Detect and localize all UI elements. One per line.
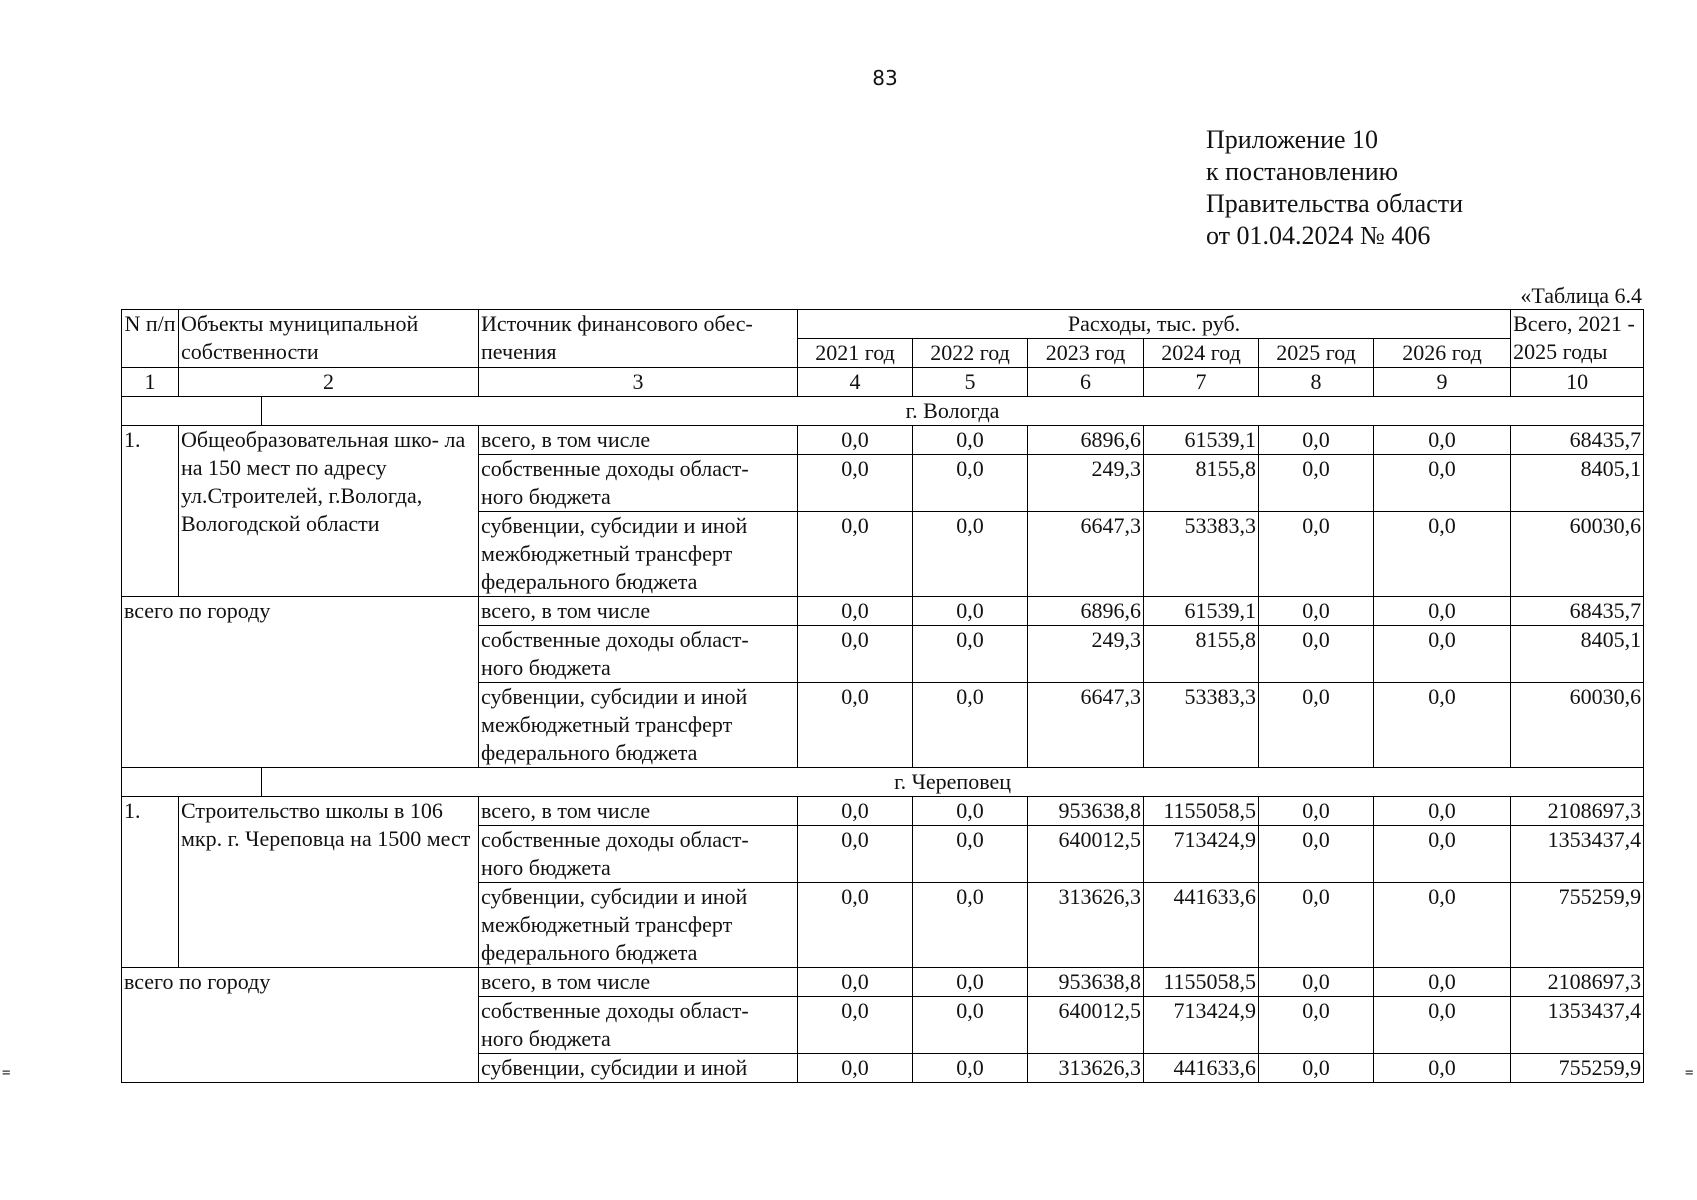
total-value: 755259,9 <box>1511 883 1644 968</box>
funding-source: собственные доходы област- ного бюджета <box>479 826 798 883</box>
year-value: 6896,6 <box>1028 597 1144 626</box>
year-value: 0,0 <box>1374 597 1511 626</box>
year-value: 953638,8 <box>1028 968 1144 997</box>
year-value: 6896,6 <box>1028 426 1144 455</box>
object-number: 1. <box>122 797 179 968</box>
year-value: 0,0 <box>1259 968 1374 997</box>
total-value: 60030,6 <box>1511 512 1644 597</box>
approval-block <box>1206 124 1463 252</box>
year-value: 0,0 <box>1259 997 1374 1054</box>
city-total-label: всего по городу <box>122 597 479 768</box>
year-value: 0,0 <box>1374 1054 1511 1083</box>
year-value: 0,0 <box>1374 683 1511 768</box>
header-expenses: Расходы, тыс. руб. <box>798 310 1511 339</box>
year-value: 0,0 <box>1374 968 1511 997</box>
year-value: 0,0 <box>1374 826 1511 883</box>
city-total-row <box>122 968 1644 997</box>
year-value: 640012,5 <box>1028 997 1144 1054</box>
year-value: 0,0 <box>798 426 913 455</box>
year-value: 313626,3 <box>1028 1054 1144 1083</box>
header-year: 2021 год <box>798 339 913 368</box>
year-value: 0,0 <box>913 968 1028 997</box>
year-value: 0,0 <box>913 512 1028 597</box>
funding-source: собственные доходы област- ного бюджета <box>479 455 798 512</box>
year-value: 6647,3 <box>1028 512 1144 597</box>
funding-source: субвенции, субсидии и иной межбюджетный трансферт федерального бюджета <box>479 512 798 597</box>
year-value: 0,0 <box>1259 597 1374 626</box>
year-value: 0,0 <box>913 797 1028 826</box>
year-value: 0,0 <box>913 455 1028 512</box>
year-value: 0,0 <box>1259 1054 1374 1083</box>
year-value: 8155,8 <box>1144 626 1259 683</box>
year-value: 0,0 <box>913 883 1028 968</box>
financing-table <box>121 309 1644 1083</box>
header-num: N п/п <box>122 310 179 368</box>
city-row <box>122 768 1644 797</box>
total-value: 1353437,4 <box>1511 997 1644 1054</box>
year-value: 0,0 <box>913 997 1028 1054</box>
year-value: 0,0 <box>913 626 1028 683</box>
year-value: 61539,1 <box>1144 426 1259 455</box>
total-value: 60030,6 <box>1511 683 1644 768</box>
year-value: 0,0 <box>798 626 913 683</box>
total-value: 68435,7 <box>1511 597 1644 626</box>
column-number: 2 <box>179 368 479 397</box>
header-year: 2025 год <box>1259 339 1374 368</box>
year-value: 53383,3 <box>1144 683 1259 768</box>
approval-line: от 01.04.2024 № 406 <box>1206 221 1431 250</box>
page-number: 83 <box>872 66 898 90</box>
year-value: 441633,6 <box>1144 883 1259 968</box>
column-number: 4 <box>798 368 913 397</box>
column-number: 1 <box>122 368 179 397</box>
header-year: 2023 год <box>1028 339 1144 368</box>
header-year: 2022 год <box>913 339 1028 368</box>
city-spacer <box>122 397 262 426</box>
year-value: 1155058,5 <box>1144 968 1259 997</box>
year-value: 0,0 <box>913 426 1028 455</box>
year-value: 0,0 <box>1374 883 1511 968</box>
header-objects: Объекты муниципальной собственности <box>179 310 479 368</box>
year-value: 6647,3 <box>1028 683 1144 768</box>
scan-edge-mark: = <box>1685 1065 1694 1081</box>
funding-source: субвенции, субсидии и иной <box>479 1054 798 1083</box>
total-value: 8405,1 <box>1511 626 1644 683</box>
funding-source: всего, в том числе <box>479 597 798 626</box>
city-spacer <box>122 768 262 797</box>
table-body <box>122 310 1644 1083</box>
object-number: 1. <box>122 426 179 597</box>
year-value: 0,0 <box>1374 455 1511 512</box>
funding-source: субвенции, субсидии и иной межбюджетный трансферт федерального бюджета <box>479 883 798 968</box>
funding-source: субвенции, субсидии и иной межбюджетный трансферт федерального бюджета <box>479 683 798 768</box>
approval-line: к постановлению <box>1206 157 1399 186</box>
column-number: 9 <box>1374 368 1511 397</box>
header-row <box>122 310 1644 339</box>
year-value: 249,3 <box>1028 455 1144 512</box>
year-value: 0,0 <box>798 455 913 512</box>
header-total: Всего, 2021 - 2025 годы <box>1511 310 1644 368</box>
year-value: 713424,9 <box>1144 997 1259 1054</box>
object-name: Общеобразовательная шко- ла на 150 мест по адресу ул.Строителей, г.Вологда, Вологодской области <box>179 426 479 597</box>
year-value: 0,0 <box>1259 455 1374 512</box>
funding-source: всего, в том числе <box>479 426 798 455</box>
funding-source: собственные доходы област- ного бюджета <box>479 626 798 683</box>
table-caption: «Таблица 6.4 <box>1520 283 1642 308</box>
year-value: 0,0 <box>1374 426 1511 455</box>
year-value: 0,0 <box>1374 512 1511 597</box>
city-total-label: всего по городу <box>122 968 479 1083</box>
total-value: 68435,7 <box>1511 426 1644 455</box>
column-number: 10 <box>1511 368 1644 397</box>
approval-line: Правительства области <box>1206 189 1464 218</box>
total-value: 1353437,4 <box>1511 826 1644 883</box>
year-value: 0,0 <box>913 597 1028 626</box>
funding-source: всего, в том числе <box>479 968 798 997</box>
year-value: 0,0 <box>798 797 913 826</box>
year-value: 0,0 <box>1259 797 1374 826</box>
funding-source: собственные доходы област- ного бюджета <box>479 997 798 1054</box>
column-number: 3 <box>479 368 798 397</box>
year-value: 0,0 <box>1259 826 1374 883</box>
total-value: 2108697,3 <box>1511 797 1644 826</box>
year-value: 0,0 <box>1259 683 1374 768</box>
year-value: 0,0 <box>913 826 1028 883</box>
year-value: 953638,8 <box>1028 797 1144 826</box>
year-value: 61539,1 <box>1144 597 1259 626</box>
total-value: 8405,1 <box>1511 455 1644 512</box>
year-value: 0,0 <box>913 1054 1028 1083</box>
city-total-row <box>122 597 1644 626</box>
year-value: 0,0 <box>798 826 913 883</box>
header-source: Источник финансового обес- печения <box>479 310 798 368</box>
approval-line: Приложение 10 <box>1206 125 1379 154</box>
column-number: 7 <box>1144 368 1259 397</box>
year-value: 1155058,5 <box>1144 797 1259 826</box>
funding-source: всего, в том числе <box>479 797 798 826</box>
year-value: 0,0 <box>798 968 913 997</box>
year-value: 0,0 <box>798 597 913 626</box>
year-value: 0,0 <box>1259 626 1374 683</box>
year-value: 249,3 <box>1028 626 1144 683</box>
object-row <box>122 426 1644 455</box>
year-value: 313626,3 <box>1028 883 1144 968</box>
year-value: 0,0 <box>1259 883 1374 968</box>
header-year: 2024 год <box>1144 339 1259 368</box>
year-value: 0,0 <box>798 512 913 597</box>
year-value: 53383,3 <box>1144 512 1259 597</box>
year-value: 0,0 <box>1259 512 1374 597</box>
city-name: г. Череповец <box>262 768 1644 797</box>
header-year: 2026 год <box>1374 339 1511 368</box>
year-value: 0,0 <box>798 883 913 968</box>
year-value: 713424,9 <box>1144 826 1259 883</box>
scan-edge-mark: = <box>2 1065 11 1081</box>
year-value: 441633,6 <box>1144 1054 1259 1083</box>
column-numbers-row <box>122 368 1644 397</box>
object-row <box>122 797 1644 826</box>
year-value: 0,0 <box>1374 797 1511 826</box>
year-value: 8155,8 <box>1144 455 1259 512</box>
city-row <box>122 397 1644 426</box>
city-name: г. Вологда <box>262 397 1644 426</box>
year-value: 0,0 <box>1374 626 1511 683</box>
year-value: 0,0 <box>913 683 1028 768</box>
column-number: 6 <box>1028 368 1144 397</box>
column-number: 5 <box>913 368 1028 397</box>
total-value: 2108697,3 <box>1511 968 1644 997</box>
year-value: 0,0 <box>798 1054 913 1083</box>
year-value: 0,0 <box>798 997 913 1054</box>
total-value: 755259,9 <box>1511 1054 1644 1083</box>
year-value: 640012,5 <box>1028 826 1144 883</box>
year-value: 0,0 <box>1259 426 1374 455</box>
year-value: 0,0 <box>1374 997 1511 1054</box>
object-name: Строительство школы в 106 мкр. г. Череповца на 1500 мест <box>179 797 479 968</box>
year-value: 0,0 <box>798 683 913 768</box>
column-number: 8 <box>1259 368 1374 397</box>
